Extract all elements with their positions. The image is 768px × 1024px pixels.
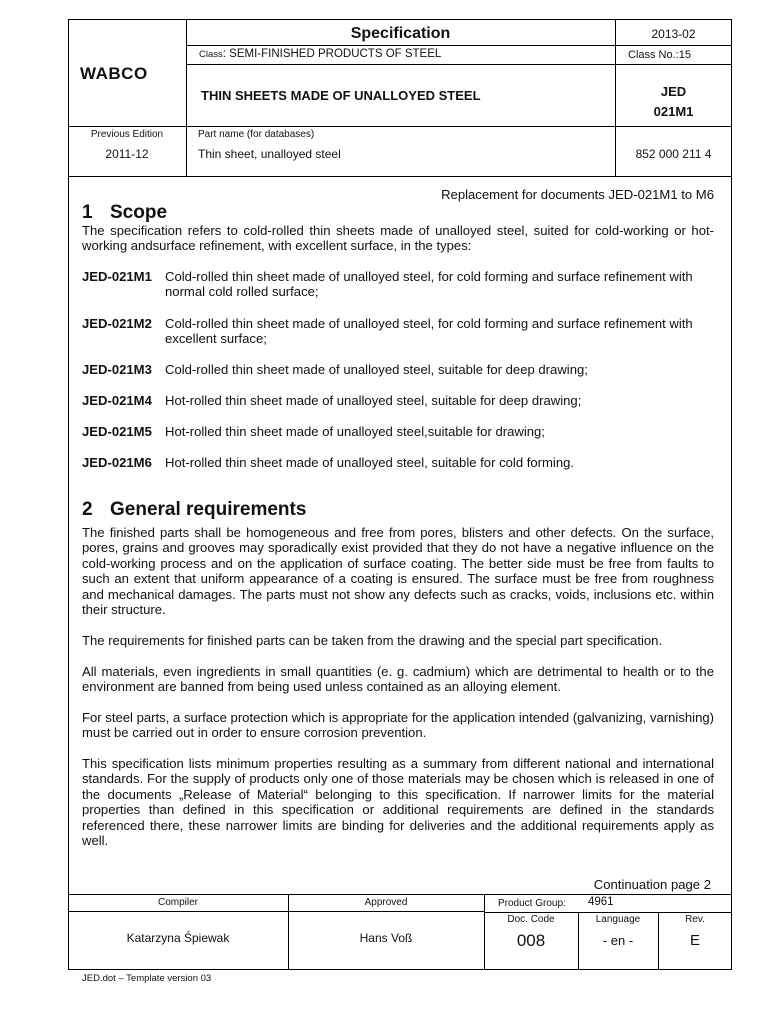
general-heading [82, 499, 306, 521]
header-divider [68, 126, 732, 127]
revision-value: E [689, 932, 700, 949]
class-line [199, 48, 441, 60]
footer-divider [68, 911, 484, 912]
document-title: THIN SHEETS MADE OF UNALLOYED STEEL [201, 88, 481, 103]
header-divider [186, 45, 732, 46]
scope-intro: The specification refers to cold-rolled thin sheets made of unalloyed steel, suited for cold-working or hot-working andsurface refinement, with excellent surface, in the types: [82, 223, 714, 254]
footer-divider [484, 912, 732, 913]
doc-code-value: 008 [516, 931, 546, 950]
class-label: Class [199, 49, 223, 60]
jed-line-1: JED [660, 84, 687, 99]
general-number: 2 [82, 499, 93, 520]
type-code: JED-021M5 [82, 424, 152, 439]
compiler-name: Katarzyna Śpiewak [126, 931, 230, 945]
approver-name: Hans Voß [359, 931, 413, 945]
type-description: Hot-rolled thin sheet made of unalloyed steel,suitable for drawing; [165, 424, 545, 439]
type-code: JED-021M3 [82, 362, 152, 377]
type-description: Hot-rolled thin sheet made of unalloyed steel, suitable for cold forming. [165, 455, 575, 470]
replacement-note: Replacement for documents JED-021M1 to M6 [441, 187, 714, 202]
jed-line-2: 021M1 [653, 104, 694, 119]
general-paragraph: All materials, even ingredients in small quantities (e. g. cadmium) which are detrimental to health or to the environment are banned from being used unless contained as an alloying element. [82, 664, 714, 695]
type-code: JED-021M2 [82, 316, 152, 331]
type-code: JED-021M4 [82, 393, 152, 408]
general-paragraph: This specification lists minimum properties resulting as a summary from different national and international standards. For the supply of products only one of those materials may be chosen which is released in one of the documents „Release of Material“ belonging to this specification. If narrower limits for the material properties than defined in this specification or additional requirements are defined in the standards referenced there, these narrower limits are binding for deliveries and the additional requirements apply as well. [82, 756, 714, 849]
doc-code-label: Doc. Code [507, 914, 555, 925]
previous-edition-value: 2011-12 [105, 147, 149, 161]
class-value: : SEMI-FINISHED PRODUCTS OF STEEL [222, 48, 442, 60]
revision-label: Rev. [685, 914, 705, 925]
scope-title: Scope [110, 202, 168, 223]
type-code: JED-021M6 [82, 455, 152, 470]
type-description: Cold-rolled thin sheet made of unalloyed steel, for cold forming and surface refinement with normal cold rolled surface; [165, 269, 693, 300]
spec-title: Specification [350, 25, 451, 42]
general-title: General requirements [110, 499, 307, 520]
approved-label: Approved [364, 897, 408, 908]
general-paragraph: The finished parts shall be homogeneous and free from pores, blisters and other defects. On the surface, pores, grains and grooves may sporadically exist provided that they do not have a negative influence on the cold-working process and on the application of surface coating. The better side must be free from faults to such an extent that uniform appearance of a coating is ensured. The surface must be free from roughness and mechanical damages. The parts must not show any defects such as cracks, voids, inclusions etc. within their structure. [82, 525, 714, 618]
continuation-note: Continuation page 2 [593, 877, 711, 892]
footer-divider [68, 894, 732, 895]
part-name-value: Thin sheet, unalloyed steel [198, 147, 341, 161]
issue-date: 2013-02 [651, 27, 696, 41]
header-divider [68, 176, 732, 177]
general-paragraph: The requirements for finished parts can be taken from the drawing and the special part specification. [82, 633, 663, 648]
class-number: Class No.:15 [628, 49, 691, 61]
header-divider [186, 64, 732, 65]
scope-heading [82, 202, 167, 224]
language-label: Language [595, 914, 641, 925]
product-group-label: Product Group: [498, 898, 566, 909]
template-version: JED.dot – Template version 03 [82, 973, 212, 984]
previous-edition-label: Previous Edition [90, 129, 164, 140]
type-code: JED-021M1 [82, 269, 152, 284]
type-description: Cold-rolled thin sheet made of unalloyed steel, for cold forming and surface refinement with excellent surface; [165, 316, 693, 347]
language-value: - en - [602, 933, 634, 948]
type-description: Cold-rolled thin sheet made of unalloyed steel, suitable for deep drawing; [165, 362, 588, 377]
general-paragraph: For steel parts, a surface protection which is appropriate for the application intended (galvanizing, varnishing) must be carried out in order to ensure corrosion prevention. [82, 710, 714, 741]
part-number: 852 000 211 4 [635, 147, 712, 161]
scope-number: 1 [82, 202, 93, 223]
wabco-logo: WABCO [80, 64, 148, 83]
product-group-value: 4961 [588, 896, 614, 908]
part-name-label: Part name (for databases) [198, 129, 315, 140]
type-description: Hot-rolled thin sheet made of unalloyed steel, suitable for deep drawing; [165, 393, 582, 408]
jed-number [615, 82, 732, 122]
compiler-label: Compiler [157, 897, 198, 908]
